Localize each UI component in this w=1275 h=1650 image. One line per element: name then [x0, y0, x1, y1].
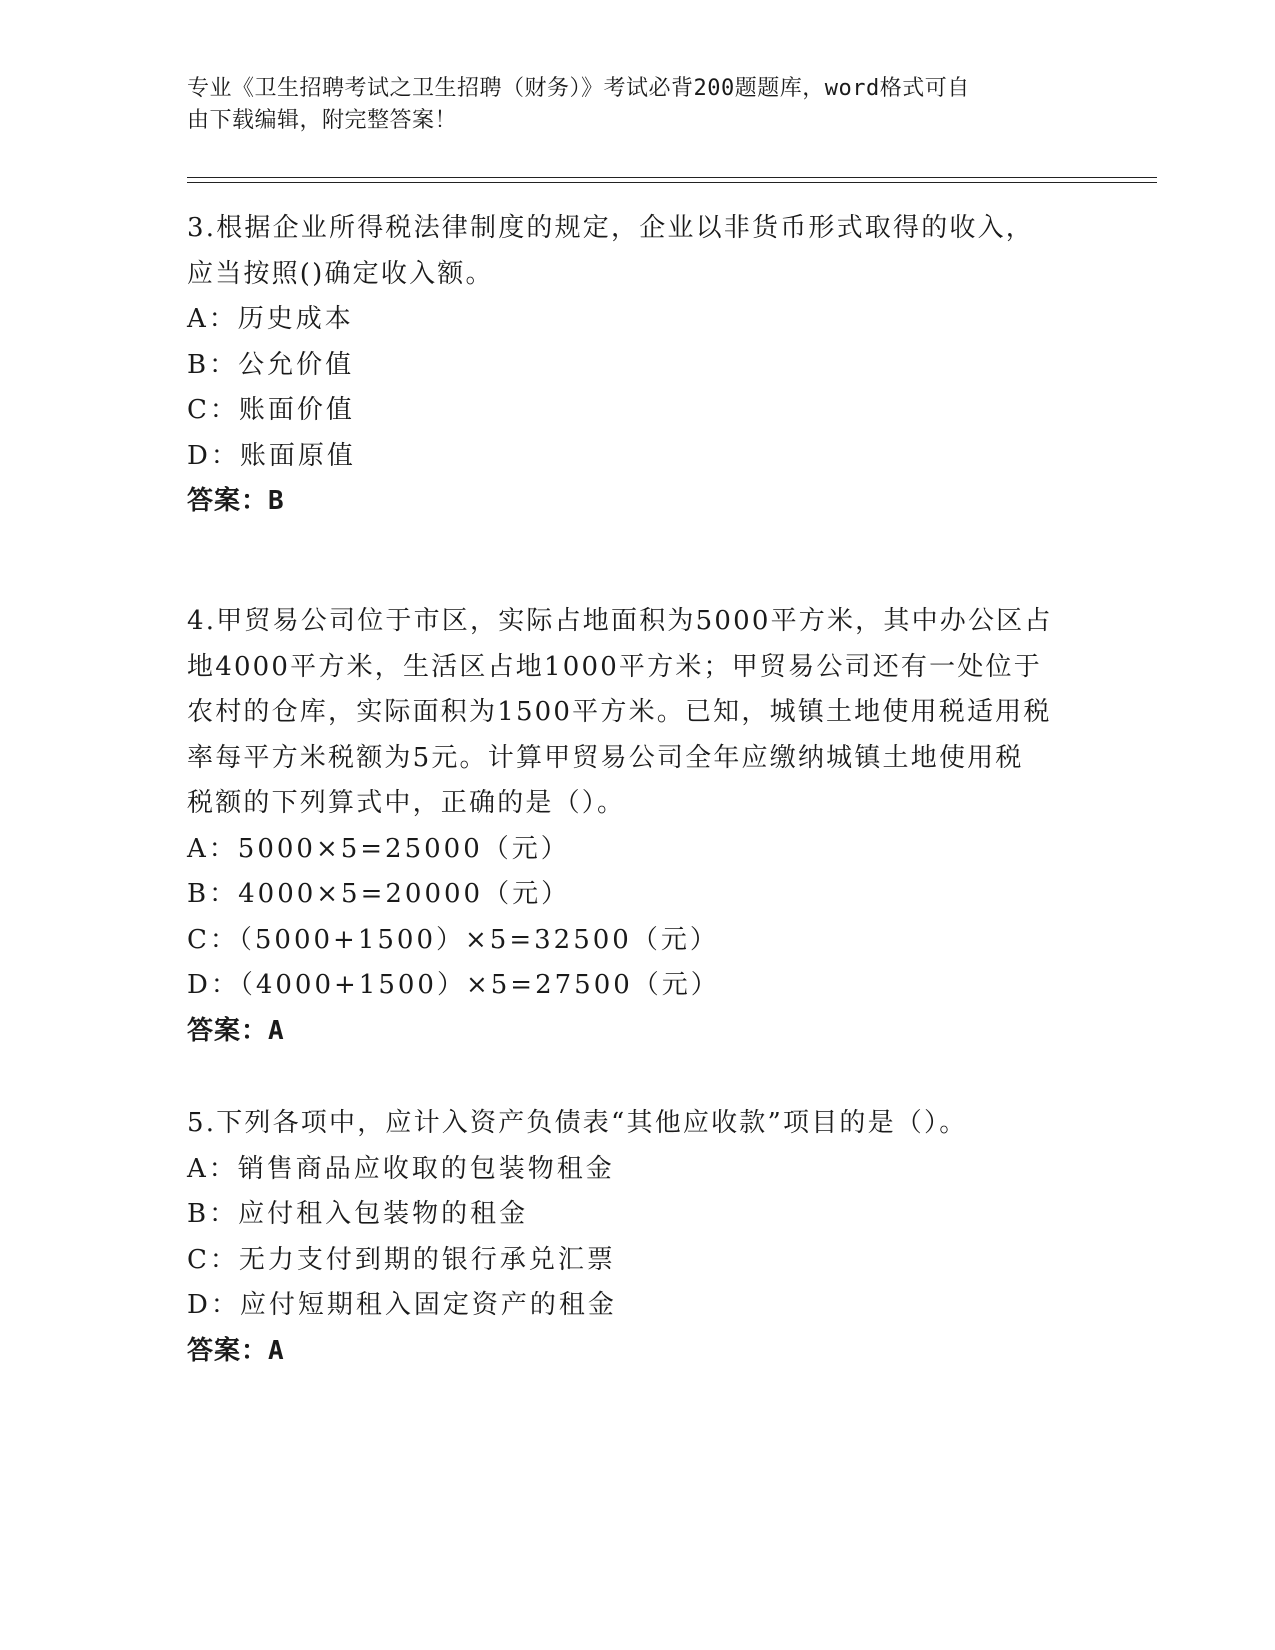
option-d: D：（4000+1500）×5=27500（元） — [187, 970, 720, 1000]
option-a: A：历史成本 — [187, 304, 354, 334]
header-line-2: 由下载编辑，附完整答案！ — [187, 108, 458, 133]
question-stem-line: 应当按照()确定收入额。 — [187, 258, 494, 289]
option-b: B：应付租入包装物的租金 — [187, 1199, 529, 1229]
question-stem-line: 5.下列各项中，应计入资产负债表“其他应收款”项目的是（）。 — [187, 1108, 968, 1138]
question-3 — [187, 206, 1087, 525]
option-d: D：应付短期租入固定资产的租金 — [187, 1290, 617, 1320]
option-a: A：5000×5=25000（元） — [187, 833, 570, 864]
option-b: B：4000×5=20000（元） — [187, 879, 571, 909]
answer-label: 答案：B — [187, 486, 285, 516]
document-header — [187, 73, 1067, 137]
header-divider-top — [187, 177, 1157, 178]
question-4 — [187, 599, 1087, 1054]
option-d: D：账面原值 — [187, 440, 356, 471]
question-stem-line: 地4000平方米，生活区占地1000平方米；甲贸易公司还有一处位于 — [187, 651, 1042, 682]
answer-label: 答案：A — [187, 1015, 285, 1046]
option-b: B：公允价值 — [187, 349, 355, 380]
header-divider-bottom — [187, 182, 1157, 183]
question-stem-line: 4.甲贸易公司位于市区，实际占地面积为5000平方米，其中办公区占 — [187, 606, 1053, 636]
question-stem-line: 农村的仓库，实际面积为1500平方米。已知，城镇土地使用税适用税 — [187, 697, 1052, 727]
option-c: C：账面价值 — [187, 395, 355, 425]
option-a: A：销售商品应收取的包装物租金 — [187, 1153, 615, 1184]
question-stem-line: 税额的下列算式中，正确的是（）。 — [187, 788, 626, 818]
option-c: C：无力支付到期的银行承兑汇票 — [187, 1244, 616, 1275]
answer-label: 答案：A — [187, 1335, 285, 1366]
question-5 — [187, 1101, 1087, 1374]
question-stem-line: 3.根据企业所得税法律制度的规定，企业以非货币形式取得的收入， — [187, 213, 1035, 243]
header-line-1: 专业《卫生招聘考试之卫生招聘（财务）》考试必背200题题库，word格式可自 — [187, 76, 970, 101]
option-c: C：（5000+1500）×5=32500（元） — [187, 924, 719, 955]
question-stem-line: 率每平方米税额为5元。计算甲贸易公司全年应缴纳城镇土地使用税 — [187, 742, 1024, 773]
